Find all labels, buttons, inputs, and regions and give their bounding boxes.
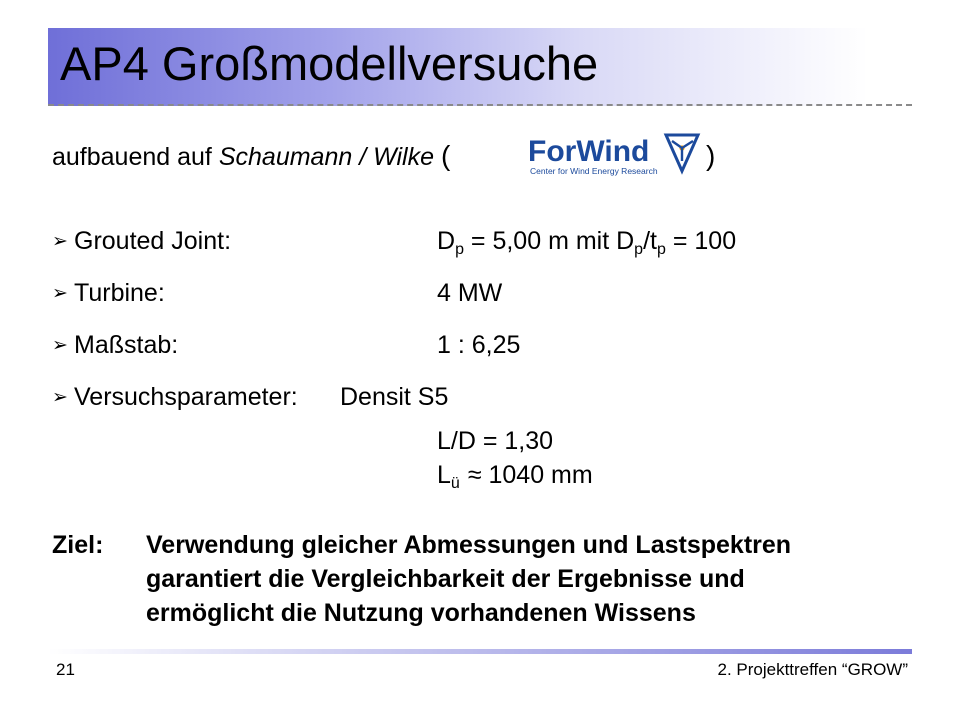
param-value-massstab: 1 : 6,25: [437, 331, 521, 359]
logo-tagline: Center for Wind Energy Research: [530, 166, 658, 176]
param-label: Maßstab:: [74, 331, 179, 359]
logo-wordmark: ForWind: [528, 135, 650, 168]
subtitle-authors: Schaumann / Wilke: [218, 143, 434, 171]
footer-bar: [48, 649, 912, 654]
subtitle: [52, 141, 450, 172]
subtitle-prefix: aufbauend auf: [52, 143, 212, 171]
param-value-turbine: 4 MW: [437, 279, 503, 307]
arrowhead-bullet-icon: ➢: [52, 231, 68, 252]
goal-text: [146, 528, 916, 630]
subtitle-close: [706, 141, 715, 172]
param-row-turbine: [52, 278, 165, 309]
param-label: Versuchsparameter:: [74, 383, 298, 411]
arrowhead-bullet-icon: ➢: [52, 283, 68, 304]
param-row-versuchsparameter: [52, 382, 298, 413]
value-overlap-length: $L_ü \approx 1040$ mm: [437, 461, 593, 492]
goal-line: ermöglicht die Nutzung vorhandenen Wissens: [146, 599, 696, 627]
param-row-massstab: [52, 330, 178, 361]
forwind-logo: [527, 131, 701, 177]
param-label: Grouted Joint:: [74, 227, 232, 255]
slide-title: AP4 Großmodellversuche: [60, 37, 599, 90]
goal-line: Verwendung gleicher Abmessungen und Lastspektren: [146, 531, 792, 559]
param-value-versuchsparameter: Densit S5: [340, 383, 449, 411]
value-ld: L/D = 1,30: [437, 427, 554, 455]
goal-line: garantiert die Vergleichbarkeit der Ergebnisse und: [146, 565, 745, 593]
approx-icon: ≈: [467, 461, 482, 489]
wind-turbine-logo-icon: [665, 133, 699, 173]
subtitle-open-paren: (: [440, 140, 451, 171]
arrowhead-bullet-icon: ➢: [52, 335, 68, 356]
param-value-grouted-joint: $D_p = 5,00$ m mit $D_p/t_p = 100$: [437, 227, 737, 258]
subtitle-close-paren: ): [706, 140, 716, 171]
param-row-grouted-joint: [52, 226, 231, 257]
title-divider: [48, 104, 912, 106]
param-label: Turbine:: [74, 279, 165, 307]
arrowhead-bullet-icon: ➢: [52, 387, 68, 408]
page-number: 21: [56, 660, 75, 679]
footer-event: 2. Projekttreffen “GROW”: [717, 660, 908, 679]
goal-label: Ziel:: [52, 531, 104, 559]
